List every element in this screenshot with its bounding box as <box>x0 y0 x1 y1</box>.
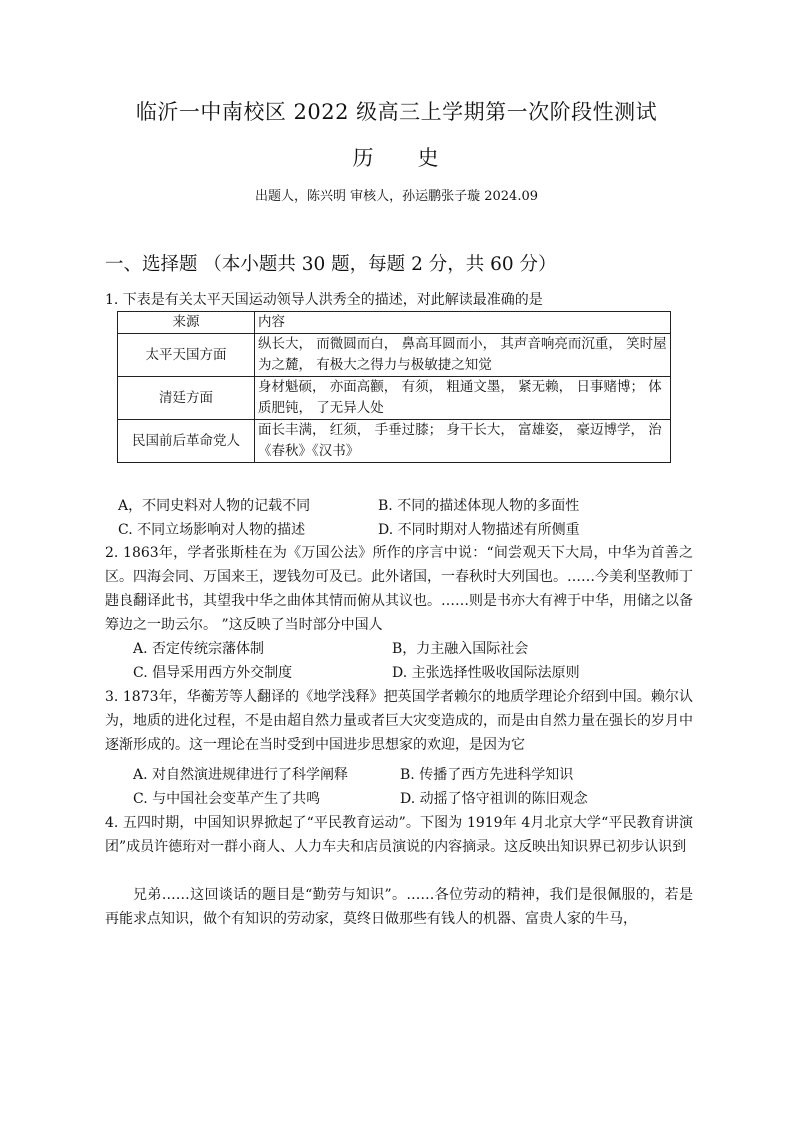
question-3-stem: 3. 1873年，华蘅芳等人翻译的《地学浅释》把英国学者赖尔的地质学理论介绍到中国。赖尔认为，地质的进化过程，不是由超自然力量或者巨大灾变造成的，而是由自然力量在强长的岁月中逐渐形成的。这一理论在当时受到中国进步思想家的欢迎，是因为它 <box>105 689 693 753</box>
q2-option-a[interactable]: A. 否定传统宗藩体制 <box>133 641 265 657</box>
question-3 <box>105 685 693 757</box>
q4-quote: 兄弟……这回谈话的题目是“勤劳与知识”。……各位劳动的精神，我们是很佩服的，若是再能求点知识，做个有知识的劳动家，莫终日做那些有钱人的机器、富贵人家的牛马， <box>105 887 693 927</box>
section-heading: 一、选择题 （本小题共 30 题，每题 2 分，共 60 分） <box>105 254 557 275</box>
q2-option-b[interactable]: B，力主融入国际社会 <box>392 641 529 657</box>
table-cell-source: 民国前后革命党人 <box>118 420 255 463</box>
question-2 <box>105 541 693 637</box>
question-4-stem: 4. 五四时期，中国知识界掀起了“平民教育运动”。下图为 1919年 4月北京大学“平民教育讲演团”成员许德珩对一群小商人、人力车夫和店员演说的内容摘录。这反映出知识界已初步认识到 <box>105 815 693 855</box>
table-cell-source: 太平天国方面 <box>118 334 255 377</box>
q2-option-c[interactable]: C. 倡导采用西方外交制度 <box>133 665 293 681</box>
q3-option-d[interactable]: D. 动摇了恪守祖训的陈旧观念 <box>400 791 588 807</box>
exam-title: 临沂一中南校区 2022 级高三上学期第一次阶段性测试 <box>135 100 658 124</box>
table-row <box>118 334 671 377</box>
question-1 <box>105 288 693 312</box>
question-1-stem: 1. 下表是有关太平天国运动领导人洪秀全的描述，对此解读最准确的是 <box>105 292 543 308</box>
q1-option-c[interactable]: C. 不同立场影响对人物的描述 <box>118 522 306 538</box>
question-4 <box>105 811 693 859</box>
table-row <box>118 420 671 463</box>
table-row <box>118 377 671 420</box>
table-cell-content: 面长丰满， 红须， 手垂过膝； 身干长大， 富雄姿， 豪迈博学， 治《春秋》《汉书》 <box>255 420 671 463</box>
q1-table <box>117 311 671 463</box>
table-cell-source: 清廷方面 <box>118 377 255 420</box>
table-cell-content: 身材魁硕， 亦面高颧， 有须， 粗通文墨， 紧无赖， 日事赌博； 体质肥钝， 了无异人处 <box>255 377 671 420</box>
q1-option-d[interactable]: D. 不同时期对人物描述有所侧重 <box>378 522 580 538</box>
q1-option-a[interactable]: A，不同史料对人物的记载不同 <box>118 498 311 514</box>
q2-option-d[interactable]: D. 主张选择性吸收国际法原则 <box>392 665 580 681</box>
table-header-content: 内容 <box>255 312 671 334</box>
subject-title <box>0 142 793 172</box>
question-2-stem: 2. 1863年，学者张斯桂在为《万国公法》所作的序言中说：“间尝观天下大局，中华为首善之区。四海会同、万国来王，逻钱勿可及已。此外诸国，一春秋时大列国也。……今美利坚教师丁韪良翻译此书，其望我中华之曲体其情而俯从其议也。……则是书亦大有裨于中华，用储之以备筹边之一助云尔。 ”这反映了当时部分中国人 <box>105 545 693 633</box>
authors-line: 出题人，陈兴明 审核人，孙运鹏张子璇 2024.09 <box>254 189 539 204</box>
q1-option-b[interactable]: B. 不同的描述体现人物的多面性 <box>378 498 580 514</box>
table-header-row <box>118 312 671 334</box>
q3-option-b[interactable]: B. 传播了西方先进科学知识 <box>400 767 574 783</box>
subject-char-1: 历 <box>352 146 376 170</box>
table-cell-content: 纵长大， 而微圆而白， 鼻高耳圆而小， 其声音响亮而沉重， 笑时屋为之麓， 有极大之得力与极敏捷之知觉 <box>255 334 671 377</box>
table-header-source: 来源 <box>118 312 255 334</box>
q3-option-a[interactable]: A. 对自然演进规律进行了科学阐释 <box>133 767 349 783</box>
q3-option-c[interactable]: C. 与中国社会变革产生了共鸣 <box>133 791 321 807</box>
subject-char-2: 史 <box>417 146 441 170</box>
